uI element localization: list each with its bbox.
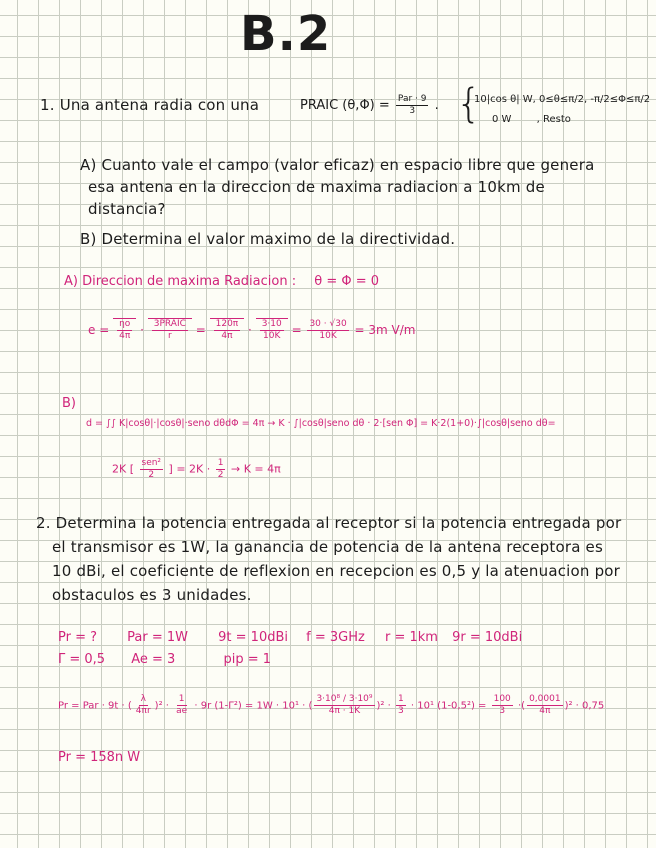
power-paren-num: 0,0001 — [529, 694, 561, 704]
power-third-num: 1 — [397, 694, 404, 704]
directivity-half-den: 2 — [217, 470, 224, 480]
power-lambda-den: 4πr — [135, 706, 151, 716]
field-eq-2: = — [291, 323, 302, 337]
field-result: = 3m V/m — [354, 323, 416, 337]
power-mid: ² · — [158, 700, 169, 712]
problem-2-line-1: 2. Determina la potencia entregada al receptor si la potencia entregada por — [36, 514, 622, 532]
directivity-lhs: d = — [86, 418, 104, 429]
case-2-condition: , Resto — [536, 114, 571, 125]
field-t3-num: 120π — [215, 319, 239, 329]
problem-2-line-3: 10 dBi, el coeficiente de reflexion en recepcion es 0,5 y la atenuacion por — [52, 562, 621, 580]
directivity-sen-num: sen² — [141, 458, 162, 468]
directivity-result: → K = 4π — [230, 462, 281, 476]
power-big-den: 4π · 1K — [328, 706, 361, 716]
solution-a-label: A) Direccion de maxima Radiacion : — [64, 274, 297, 289]
directivity-sen-den: 2 — [148, 470, 155, 480]
part-a-line-3: distancia? — [88, 200, 166, 218]
problem-2-line-2: el transmisor es 1W, la ganancia de potencia de la antena receptora es — [52, 538, 603, 556]
field-eq-1: = — [195, 323, 206, 337]
given-gt: 9t = 10dBi — [218, 630, 289, 645]
field-t1-den: 4π — [119, 331, 131, 341]
directivity-mid: ] = 2K · — [168, 462, 214, 476]
field-t2-num: 3PRAIC — [153, 319, 186, 329]
directivity-half-num: 1 — [217, 458, 224, 468]
case-2-value: 0 W — [492, 114, 512, 125]
given-ae: Ae = 3 — [131, 652, 176, 667]
field-t2-den: r — [167, 331, 172, 341]
power-last-num: 100 — [493, 694, 511, 704]
problem-1-intro — [40, 96, 259, 114]
power-lhs: Pr = Par · 9t · — [58, 700, 125, 712]
problem-2-line-4: obstaculos es 3 unidades. — [52, 586, 252, 604]
piecewise-case-1 — [474, 94, 650, 105]
power-rest-2: ² · — [380, 700, 391, 712]
field-lhs: e = — [88, 323, 110, 337]
given-gamma: Γ = 0,5 — [58, 652, 106, 667]
directivity-line-1 — [86, 418, 556, 429]
solution-a-direction — [64, 274, 379, 289]
power-result: Pr = 158n W — [58, 750, 141, 765]
given-pr: Pr = ? — [58, 630, 98, 645]
field-t4-den: 10K — [263, 331, 281, 341]
power-lambda-num: λ — [140, 694, 146, 704]
power-paren-den: 4π — [539, 706, 551, 716]
field-t3-den: 4π — [221, 331, 233, 341]
power-third-den: 3 — [397, 706, 404, 716]
field-t4-num: 3·10 — [261, 319, 282, 329]
field-equation: e = $\frac{ƞo}{4\pi}$ · $\frac{\text{3PRAIC}}{r}$ = $\frac{120\pi}{4\pi}$ · $\frac{3\cdot 10}{10K}$ = $\frac{30 \cdot √30}{10K}$ = 3m V/m — [88, 319, 416, 341]
given-par: Par = 1W — [127, 630, 189, 645]
solution-a-angles: θ = Φ = 0 — [314, 274, 380, 289]
part-a-line-1: A) Cuanto vale el campo (valor eficaz) en espacio libre que genera — [80, 156, 595, 174]
part-b-statement: B) Determina el valor maximo de la directividad. — [80, 230, 456, 248]
power-ae-den: ae — [176, 706, 188, 716]
given-f: f = 3GHz — [306, 630, 365, 645]
power-ae-num: 1 — [178, 694, 185, 704]
power-formula: Pr = Par · 9t · ( $\frac{\lambda}{4\pi r}$ )² · $\frac{1}{ae}$ · 9r (1-Γ²) = 1W · 10¹ · ( $\frac{\text{3·10⁸ / 3·10⁹}}{4\pi \cdot 1K}$ )² · $\frac{1}{3}$ · 10¹ (1-0,5²) = $\frac{100}{3}$ ·( $\frac{0,0001}{4\pi}$ )² · 0,75 — [58, 694, 605, 716]
given-gr: 9r = 10dBi — [452, 630, 523, 645]
praic-dot: . — [434, 98, 439, 113]
praic-lhs: PRAIC (θ,Φ) = — [300, 98, 390, 113]
case-1-value: 10|cos θ| W — [474, 94, 533, 105]
solution-b-label: B) — [62, 396, 76, 411]
directivity-line-2 — [112, 458, 281, 481]
part-a-line-2: esa antena en la direccion de maxima radiacion a 10km de — [88, 178, 545, 196]
praic-definition — [300, 94, 439, 117]
praic-num: Par · 9 — [397, 94, 427, 104]
power-end: ² · 0,75 — [568, 700, 605, 712]
problem-intro-text: Una antena radia con una — [59, 96, 260, 114]
power-rest-3: · 10¹ (1-0,5²) = — [410, 700, 487, 712]
piecewise-case-2 — [492, 114, 571, 125]
field-t1-num: ƞo — [119, 319, 131, 329]
case-1-condition: , 0≤θ≤π/2, -π/2≤Φ≤π/2 — [532, 94, 651, 105]
directivity-integral: ∫∫ K|cosθ|·|cosθ|·seno dθdΦ = 4π → K · ∫|cosθ|seno dθ · 2·[sen Φ] = K·2(1+0)·∫|cosθ|seno dθ= — [106, 418, 556, 429]
praic-den: 3 — [409, 106, 416, 116]
power-rest: · 9r (1-Γ²) = 1W · 10¹ · — [194, 700, 306, 712]
field-t5-num: 30 · √30 — [309, 319, 347, 329]
page-title: B.2 — [240, 6, 332, 62]
problem-number: 1. — [40, 96, 55, 114]
directivity-2k: 2K [ — [112, 462, 134, 476]
piecewise-brace: { — [456, 81, 482, 127]
power-last-den: 3 — [499, 706, 506, 716]
given-r: r = 1km — [384, 630, 438, 645]
field-t5-den: 10K — [319, 331, 337, 341]
power-big-num: 3·10⁸ / 3·10⁹ — [316, 694, 373, 704]
given-row-2 — [58, 652, 271, 667]
given-row-1 — [58, 630, 522, 645]
given-pip: pip = 1 — [223, 652, 271, 667]
praic-fraction — [396, 94, 429, 117]
